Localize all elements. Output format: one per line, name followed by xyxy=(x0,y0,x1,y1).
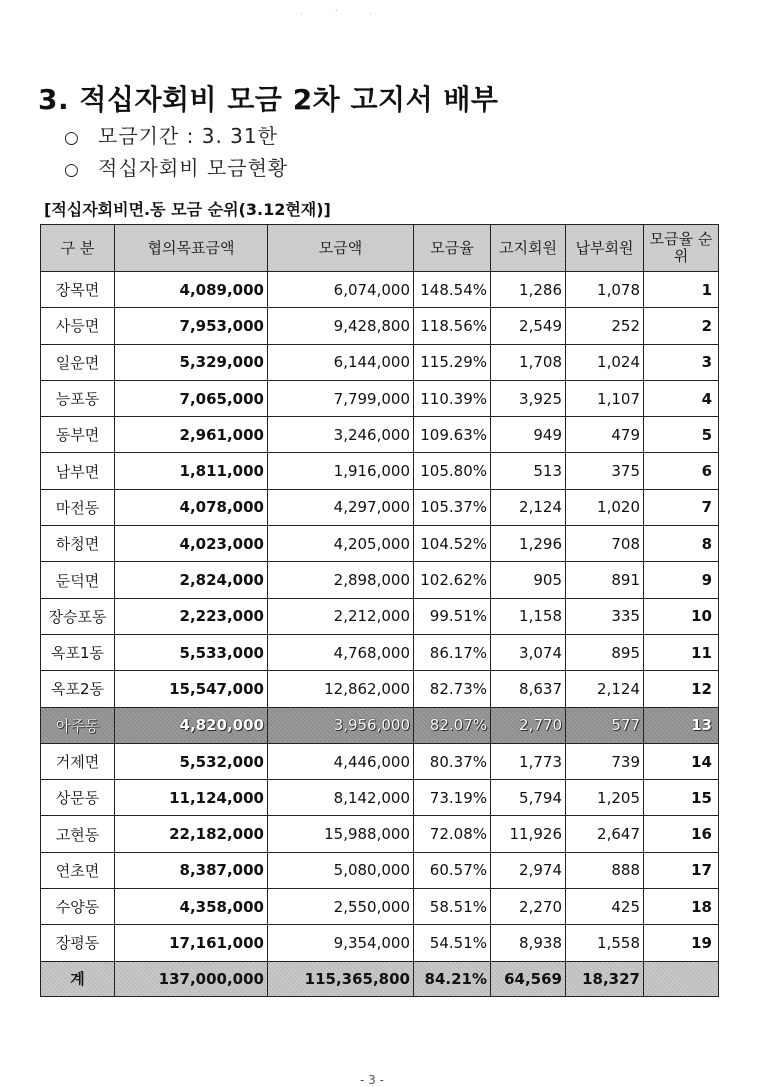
cell-amount: 2,898,000 xyxy=(268,562,414,598)
cell-name: 수양동 xyxy=(41,889,115,925)
table-body xyxy=(41,272,719,997)
cell-paid: 577 xyxy=(566,707,644,743)
cell-rank: 14 xyxy=(644,743,719,779)
cell-rank: 6 xyxy=(644,453,719,489)
cell-rate: 102.62% xyxy=(414,562,491,598)
bullet-status xyxy=(64,152,288,181)
cell-notified: 8,938 xyxy=(491,925,566,961)
table-header-row xyxy=(41,225,719,272)
cell-target: 4,089,000 xyxy=(115,272,268,308)
cell-notified: 1,158 xyxy=(491,598,566,634)
table-row xyxy=(41,272,719,308)
bullet-text: 모금기간 : 3. 31한 xyxy=(98,124,278,148)
cell-paid: 2,647 xyxy=(566,816,644,852)
cell-rate: 82.07% xyxy=(414,707,491,743)
cell-rank: 5 xyxy=(644,417,719,453)
cell-amount: 2,212,000 xyxy=(268,598,414,634)
header-paid: 납부회원 xyxy=(566,225,644,272)
cell-rate: 73.19% xyxy=(414,780,491,816)
table-row xyxy=(41,780,719,816)
cell-notified: 1,296 xyxy=(491,526,566,562)
cell-notified: 2,770 xyxy=(491,707,566,743)
cell-target: 4,820,000 xyxy=(115,707,268,743)
cell-target: 7,065,000 xyxy=(115,380,268,416)
cell-amount: 8,142,000 xyxy=(268,780,414,816)
cell-notified: 3,925 xyxy=(491,380,566,416)
total-cell-amount: 115,365,800 xyxy=(268,961,414,996)
cell-name: 옥포1동 xyxy=(41,634,115,670)
cell-paid: 479 xyxy=(566,417,644,453)
cell-paid: 1,107 xyxy=(566,380,644,416)
cell-rank: 8 xyxy=(644,526,719,562)
total-cell-target: 137,000,000 xyxy=(115,961,268,996)
cell-amount: 5,080,000 xyxy=(268,852,414,888)
table-row xyxy=(41,380,719,416)
cell-rate: 86.17% xyxy=(414,634,491,670)
cell-name: 남부면 xyxy=(41,453,115,489)
cell-notified: 3,074 xyxy=(491,634,566,670)
cell-paid: 252 xyxy=(566,308,644,344)
cell-rate: 82.73% xyxy=(414,671,491,707)
cell-rate: 72.08% xyxy=(414,816,491,852)
cell-notified: 905 xyxy=(491,562,566,598)
table-row xyxy=(41,489,719,525)
cell-notified: 1,773 xyxy=(491,743,566,779)
cell-target: 4,023,000 xyxy=(115,526,268,562)
cell-name: 일운면 xyxy=(41,344,115,380)
cell-name: 하청면 xyxy=(41,526,115,562)
cell-amount: 4,446,000 xyxy=(268,743,414,779)
cell-rate: 105.80% xyxy=(414,453,491,489)
header-amount: 모금액 xyxy=(268,225,414,272)
cell-notified: 2,549 xyxy=(491,308,566,344)
cell-target: 2,824,000 xyxy=(115,562,268,598)
cell-rate: 99.51% xyxy=(414,598,491,634)
total-cell-rate: 84.21% xyxy=(414,961,491,996)
cell-rank: 11 xyxy=(644,634,719,670)
cell-paid: 895 xyxy=(566,634,644,670)
cell-name: 능포동 xyxy=(41,380,115,416)
cell-rank: 15 xyxy=(644,780,719,816)
table-row xyxy=(41,743,719,779)
cell-name: 아주동 xyxy=(41,707,115,743)
cell-paid: 708 xyxy=(566,526,644,562)
table-row xyxy=(41,598,719,634)
cell-target: 11,124,000 xyxy=(115,780,268,816)
cell-paid: 1,205 xyxy=(566,780,644,816)
header-notified: 고지회원 xyxy=(491,225,566,272)
cell-rate: 58.51% xyxy=(414,889,491,925)
cell-rate: 105.37% xyxy=(414,489,491,525)
cell-notified: 2,124 xyxy=(491,489,566,525)
cell-name: 장목면 xyxy=(41,272,115,308)
cell-rank: 17 xyxy=(644,852,719,888)
table-row xyxy=(41,417,719,453)
cell-rate: 104.52% xyxy=(414,526,491,562)
cell-rank: 3 xyxy=(644,344,719,380)
table-row xyxy=(41,816,719,852)
scan-specks: · ˊ · xyxy=(300,10,386,20)
cell-rank: 7 xyxy=(644,489,719,525)
cell-name: 마전동 xyxy=(41,489,115,525)
cell-target: 15,547,000 xyxy=(115,671,268,707)
cell-rank: 10 xyxy=(644,598,719,634)
cell-amount: 15,988,000 xyxy=(268,816,414,852)
cell-amount: 2,550,000 xyxy=(268,889,414,925)
cell-notified: 5,794 xyxy=(491,780,566,816)
cell-rank: 9 xyxy=(644,562,719,598)
cell-target: 5,533,000 xyxy=(115,634,268,670)
cell-amount: 9,354,000 xyxy=(268,925,414,961)
cell-rate: 54.51% xyxy=(414,925,491,961)
cell-paid: 1,078 xyxy=(566,272,644,308)
bullet-circle-icon: ○ xyxy=(64,160,80,180)
cell-rate: 118.56% xyxy=(414,308,491,344)
cell-name: 고현동 xyxy=(41,816,115,852)
cell-target: 5,329,000 xyxy=(115,344,268,380)
cell-amount: 3,246,000 xyxy=(268,417,414,453)
cell-name: 상문동 xyxy=(41,780,115,816)
cell-paid: 425 xyxy=(566,889,644,925)
cell-rate: 80.37% xyxy=(414,743,491,779)
cell-rate: 148.54% xyxy=(414,272,491,308)
cell-paid: 375 xyxy=(566,453,644,489)
cell-rate: 60.57% xyxy=(414,852,491,888)
cell-rank: 13 xyxy=(644,707,719,743)
table-row xyxy=(41,852,719,888)
cell-rank: 18 xyxy=(644,889,719,925)
table-row xyxy=(41,562,719,598)
cell-name: 장승포동 xyxy=(41,598,115,634)
cell-target: 17,161,000 xyxy=(115,925,268,961)
cell-target: 5,532,000 xyxy=(115,743,268,779)
cell-amount: 4,297,000 xyxy=(268,489,414,525)
cell-notified: 513 xyxy=(491,453,566,489)
fundraising-ranking-table xyxy=(40,224,719,997)
table-row xyxy=(41,308,719,344)
cell-rank: 4 xyxy=(644,380,719,416)
cell-paid: 891 xyxy=(566,562,644,598)
cell-rate: 110.39% xyxy=(414,380,491,416)
header-target: 협의목표금액 xyxy=(115,225,268,272)
cell-target: 7,953,000 xyxy=(115,308,268,344)
table-row xyxy=(41,925,719,961)
table-row xyxy=(41,344,719,380)
section-title: 3. 적십자회비 모금 2차 고지서 배부 xyxy=(38,83,499,116)
table-caption: [적십자회비면.동 모금 순위(3.12현재)] xyxy=(44,200,331,219)
cell-amount: 7,799,000 xyxy=(268,380,414,416)
table-row xyxy=(41,889,719,925)
cell-amount: 4,205,000 xyxy=(268,526,414,562)
header-rate: 모금율 xyxy=(414,225,491,272)
table-row xyxy=(41,453,719,489)
cell-paid: 888 xyxy=(566,852,644,888)
cell-rate: 109.63% xyxy=(414,417,491,453)
cell-name: 장평동 xyxy=(41,925,115,961)
cell-target: 4,358,000 xyxy=(115,889,268,925)
cell-amount: 4,768,000 xyxy=(268,634,414,670)
cell-notified: 11,926 xyxy=(491,816,566,852)
cell-paid: 2,124 xyxy=(566,671,644,707)
table-row xyxy=(41,707,719,743)
cell-amount: 6,074,000 xyxy=(268,272,414,308)
cell-name: 둔덕면 xyxy=(41,562,115,598)
cell-target: 4,078,000 xyxy=(115,489,268,525)
cell-target: 1,811,000 xyxy=(115,453,268,489)
bullet-text: 적십자회비 모금현황 xyxy=(98,156,289,180)
total-cell-paid: 18,327 xyxy=(566,961,644,996)
table-row xyxy=(41,634,719,670)
cell-notified: 1,286 xyxy=(491,272,566,308)
bullet-circle-icon: ○ xyxy=(64,128,80,148)
cell-notified: 949 xyxy=(491,417,566,453)
cell-notified: 2,270 xyxy=(491,889,566,925)
cell-name: 사등면 xyxy=(41,308,115,344)
cell-amount: 12,862,000 xyxy=(268,671,414,707)
cell-paid: 1,558 xyxy=(566,925,644,961)
page-number: - 3 - xyxy=(360,1073,384,1087)
cell-rank: 2 xyxy=(644,308,719,344)
cell-paid: 1,020 xyxy=(566,489,644,525)
total-cell-rank xyxy=(644,961,719,996)
cell-amount: 3,956,000 xyxy=(268,707,414,743)
cell-name: 거제면 xyxy=(41,743,115,779)
cell-target: 2,223,000 xyxy=(115,598,268,634)
cell-rank: 16 xyxy=(644,816,719,852)
cell-amount: 1,916,000 xyxy=(268,453,414,489)
cell-amount: 9,428,800 xyxy=(268,308,414,344)
table-row xyxy=(41,671,719,707)
cell-target: 22,182,000 xyxy=(115,816,268,852)
cell-paid: 1,024 xyxy=(566,344,644,380)
total-cell-notified: 64,569 xyxy=(491,961,566,996)
cell-notified: 8,637 xyxy=(491,671,566,707)
total-cell-name: 계 xyxy=(41,961,115,996)
header-rank: 모금율 순위 xyxy=(644,225,719,272)
cell-target: 2,961,000 xyxy=(115,417,268,453)
cell-target: 8,387,000 xyxy=(115,852,268,888)
header-name: 구 분 xyxy=(41,225,115,272)
bullet-period xyxy=(64,120,278,149)
cell-notified: 1,708 xyxy=(491,344,566,380)
cell-paid: 335 xyxy=(566,598,644,634)
table-total-row xyxy=(41,961,719,996)
cell-rate: 115.29% xyxy=(414,344,491,380)
cell-amount: 6,144,000 xyxy=(268,344,414,380)
cell-paid: 739 xyxy=(566,743,644,779)
cell-name: 옥포2동 xyxy=(41,671,115,707)
cell-rank: 1 xyxy=(644,272,719,308)
cell-notified: 2,974 xyxy=(491,852,566,888)
cell-rank: 19 xyxy=(644,925,719,961)
table-row xyxy=(41,526,719,562)
cell-name: 동부면 xyxy=(41,417,115,453)
cell-rank: 12 xyxy=(644,671,719,707)
cell-name: 연초면 xyxy=(41,852,115,888)
